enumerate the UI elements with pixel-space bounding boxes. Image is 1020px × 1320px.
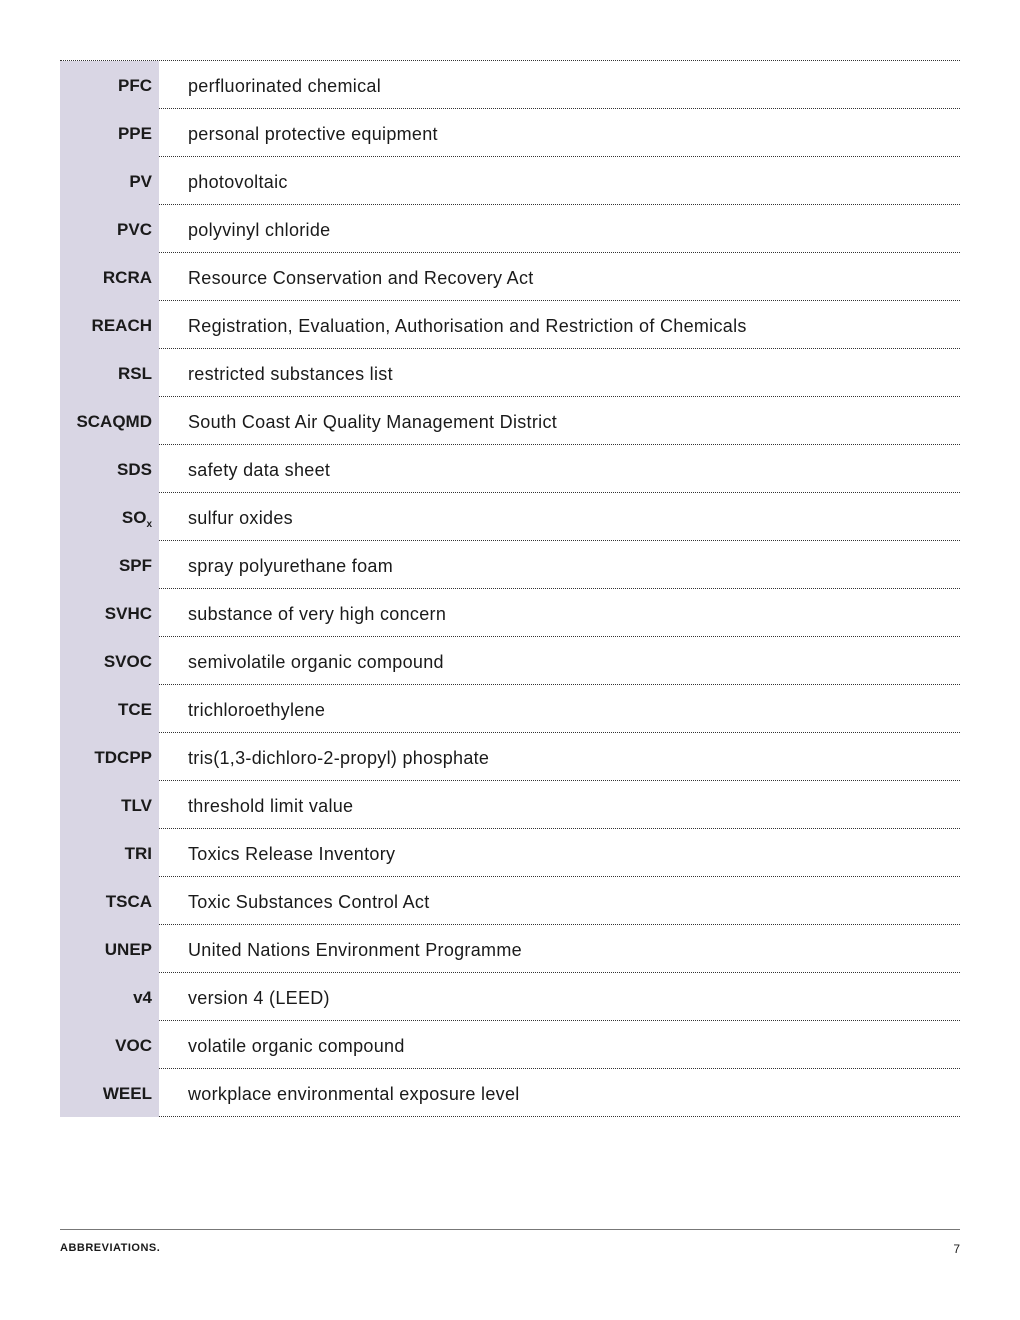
abbreviation-text: SCAQMD [76, 412, 152, 431]
abbreviation [60, 589, 159, 637]
footer-section-title: ABBREVIATIONS. [60, 1242, 161, 1254]
abbreviation [60, 829, 159, 877]
abbreviation-text: TCE [118, 700, 152, 719]
table-row [60, 301, 960, 349]
abbreviation [60, 157, 159, 205]
table-row [60, 877, 960, 925]
table-row [60, 1021, 960, 1069]
abbreviation [60, 397, 159, 445]
table-row [60, 637, 960, 685]
table-row [60, 157, 960, 205]
abbreviation [60, 685, 159, 733]
definition: Resource Conservation and Recovery Act [188, 268, 534, 288]
table-row [60, 349, 960, 397]
table-row [60, 925, 960, 973]
abbreviation-text: UNEP [104, 940, 152, 959]
table-row [60, 397, 960, 445]
abbreviation-text: SO [121, 508, 147, 527]
abbreviation [60, 637, 159, 685]
abbreviation [60, 1069, 159, 1117]
abbreviation [60, 349, 159, 397]
abbreviation [60, 61, 159, 109]
abbreviation [60, 253, 159, 301]
abbreviation-text: TSCA [105, 892, 152, 911]
table-row [60, 973, 960, 1021]
footer-divider [60, 1229, 960, 1230]
definition: photovoltaic [188, 172, 288, 192]
abbreviation-text: TLV [121, 796, 152, 815]
abbreviation-text: v4 [133, 988, 152, 1007]
definition: perfluorinated chemical [188, 76, 381, 96]
abbreviation [60, 493, 159, 541]
definition: Toxics Release Inventory [188, 844, 396, 864]
definition: spray polyurethane foam [188, 556, 394, 576]
definition: safety data sheet [188, 460, 331, 480]
definition: volatile organic compound [188, 1036, 405, 1056]
abbreviation-text: SVOC [103, 652, 152, 671]
table-row [60, 541, 960, 589]
definition: Registration, Evaluation, Authorisation and Restriction of Chemicals [188, 316, 747, 336]
table-row [60, 781, 960, 829]
definition: threshold limit value [188, 796, 354, 816]
table-row [60, 253, 960, 301]
abbreviation [60, 301, 159, 349]
table-row [60, 445, 960, 493]
table-row [60, 829, 960, 877]
abbreviation-text: PFC [118, 76, 152, 95]
definition: South Coast Air Quality Management District [188, 412, 558, 432]
abbreviation-text: SPF [118, 556, 152, 575]
abbreviation-text: REACH [91, 316, 152, 335]
abbreviation [60, 1021, 159, 1069]
abbreviation [60, 733, 159, 781]
abbreviation-text: VOC [115, 1036, 152, 1055]
definition: version 4 (LEED) [188, 988, 330, 1008]
page-number: 7 [953, 1242, 960, 1256]
table-row [60, 109, 960, 157]
abbreviation-text: PPE [117, 124, 152, 143]
abbreviation [60, 973, 159, 1021]
abbreviation-text: TDCPP [94, 748, 152, 767]
definition: restricted substances list [188, 364, 393, 384]
definition: substance of very high concern [188, 604, 447, 624]
abbreviation-text: TRI [124, 844, 152, 863]
abbreviation-text: PVC [117, 220, 152, 239]
table-row [60, 493, 960, 541]
definition: United Nations Environment Programme [188, 940, 522, 960]
definition: tris(1,3-dichloro-2-propyl) phosphate [188, 748, 490, 768]
table-row [60, 589, 960, 637]
abbreviation-subscript: x [146, 519, 152, 530]
abbreviation-text: SVHC [104, 604, 152, 623]
definition: polyvinyl chloride [188, 220, 331, 240]
abbreviation [60, 925, 159, 973]
abbreviation [60, 109, 159, 157]
table-row [60, 205, 960, 253]
abbreviation-text: SDS [117, 460, 152, 479]
definition: personal protective equipment [188, 124, 438, 144]
abbreviation-text: RCRA [102, 268, 152, 287]
abbreviation [60, 205, 159, 253]
abbreviation [60, 445, 159, 493]
table-row [60, 1069, 960, 1117]
definition: workplace environmental exposure level [188, 1084, 520, 1104]
table-row [60, 61, 960, 109]
abbreviation-text: WEEL [102, 1084, 152, 1103]
abbreviation [60, 877, 159, 925]
definition: Toxic Substances Control Act [188, 892, 430, 912]
definition: trichloroethylene [188, 700, 326, 720]
table-row [60, 733, 960, 781]
definition: semivolatile organic compound [188, 652, 444, 672]
abbreviation [60, 781, 159, 829]
table-row [60, 685, 960, 733]
abbreviation-text: PV [129, 172, 152, 191]
abbreviation [60, 541, 159, 589]
abbreviation-text: RSL [118, 364, 152, 383]
definition: sulfur oxides [188, 508, 293, 528]
abbreviations-table [60, 60, 960, 1117]
